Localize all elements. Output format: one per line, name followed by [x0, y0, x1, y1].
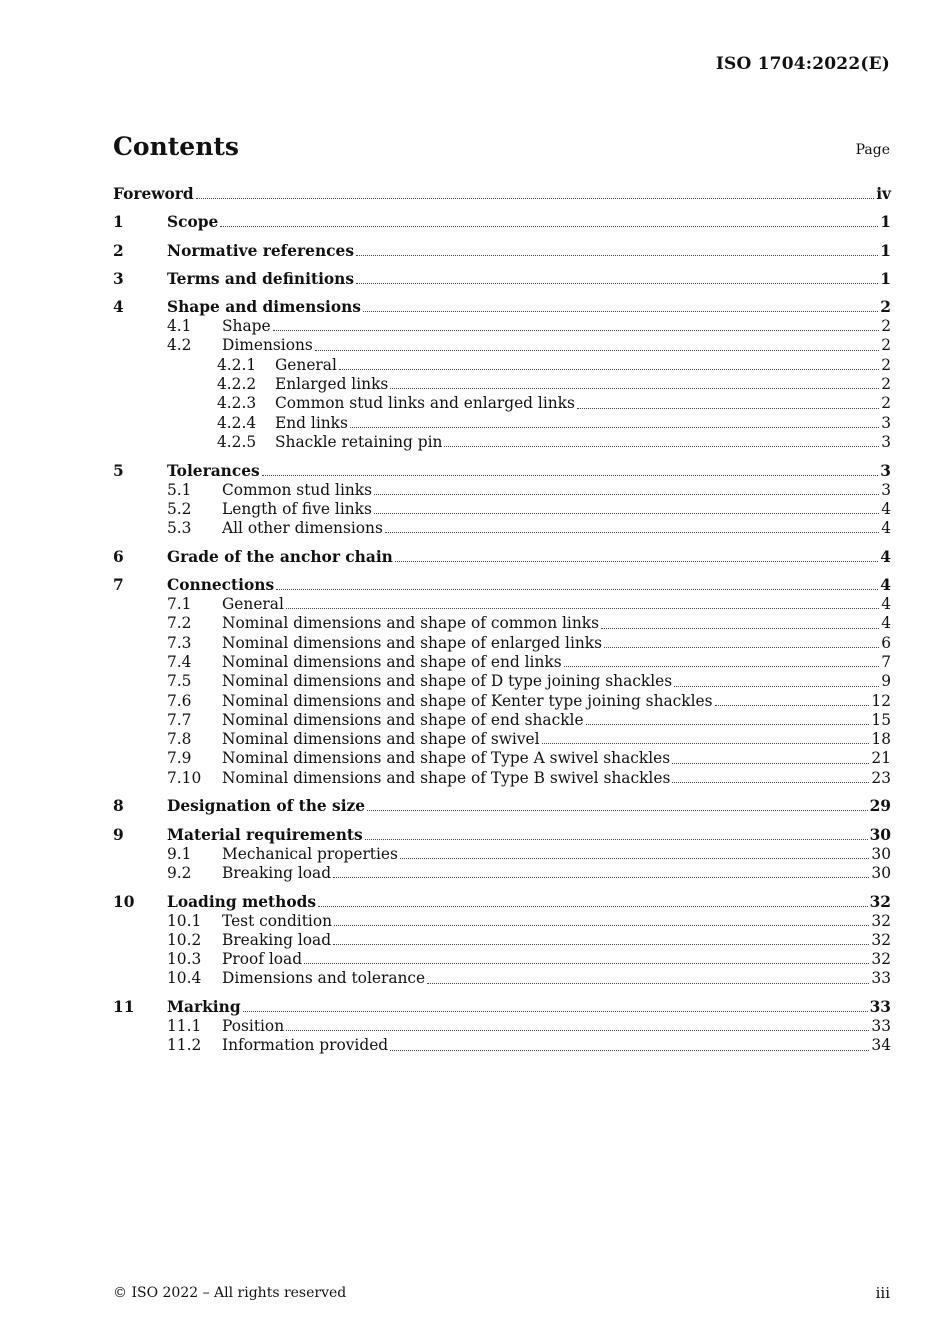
- toc-entry[interactable]: [113, 270, 891, 289]
- toc-entry-label[interactable]: Nominal dimensions and shape of end shackle: [222, 710, 584, 729]
- toc-entry-label[interactable]: Nominal dimensions and shape of enlarged links: [222, 633, 603, 652]
- toc-dot-leader: [365, 838, 868, 840]
- toc-entry-number: 9: [113, 825, 124, 844]
- toc-dot-leader: [374, 493, 879, 495]
- toc-entry[interactable]: [113, 336, 891, 355]
- toc-entry-page[interactable]: 30: [869, 825, 891, 844]
- toc-entry[interactable]: [113, 433, 891, 452]
- toc-dot-leader: [604, 646, 879, 648]
- toc-entry-label[interactable]: Enlarged links: [275, 375, 389, 394]
- toc-entry-label[interactable]: End links: [275, 413, 348, 432]
- toc-entry-number: 2: [113, 241, 124, 260]
- toc-entry[interactable]: [113, 500, 891, 519]
- toc-entry[interactable]: [113, 845, 891, 864]
- toc-entry-label[interactable]: Shape: [222, 317, 271, 336]
- toc-entry[interactable]: [113, 548, 891, 567]
- toc-entry-label[interactable]: Marking: [167, 997, 241, 1016]
- toc-entry-number: 3: [113, 269, 124, 288]
- toc-entry-number: 4.2.1: [217, 355, 257, 374]
- toc-entry-number: 4.2.3: [217, 394, 257, 413]
- toc-entry-page[interactable]: 9: [881, 672, 891, 691]
- toc-entry-label[interactable]: Nominal dimensions and shape of Type B swivel shackles: [222, 768, 671, 787]
- toc-entry-number: 7.10: [167, 768, 202, 787]
- toc-entry-label[interactable]: Length of five links: [222, 499, 372, 518]
- toc-entry[interactable]: [113, 375, 891, 394]
- toc-dot-leader: [542, 742, 870, 744]
- toc-entry-label[interactable]: Nominal dimensions and shape of Type A swivel shackles: [222, 749, 671, 768]
- toc-entry-page[interactable]: 2: [881, 375, 891, 394]
- toc-entry-page[interactable]: 15: [871, 710, 891, 729]
- toc-entry[interactable]: [113, 893, 891, 912]
- toc-dot-leader: [390, 387, 879, 389]
- toc-dot-leader: [196, 197, 875, 199]
- toc-entry[interactable]: [113, 672, 891, 691]
- toc-dot-leader: [304, 962, 869, 964]
- document-id: ISO 1704:2022(E): [715, 54, 890, 74]
- toc-entry-label[interactable]: Grade of the anchor chain: [167, 547, 393, 566]
- toc-entry[interactable]: [113, 614, 891, 633]
- toc-entry-number: 4.2: [167, 336, 192, 355]
- toc-entry-label[interactable]: Shackle retaining pin: [275, 432, 443, 451]
- toc-dot-leader: [334, 924, 869, 926]
- toc-dot-leader: [601, 627, 879, 629]
- toc-entry-number: 9.1: [167, 844, 192, 863]
- toc-entry[interactable]: [113, 969, 891, 988]
- toc-entry-label[interactable]: Proof load: [222, 950, 303, 969]
- toc-entry-page[interactable]: 4: [880, 576, 891, 595]
- toc-entry[interactable]: [113, 730, 891, 749]
- toc-entry-number: 7.1: [167, 595, 192, 614]
- toc-entry-page[interactable]: 3: [880, 461, 891, 480]
- toc-dot-leader: [286, 1029, 869, 1031]
- toc-entry[interactable]: [113, 769, 891, 788]
- toc-dot-leader: [427, 982, 869, 984]
- toc-entry[interactable]: [113, 462, 891, 481]
- toc-dot-leader: [273, 329, 880, 331]
- toc-entry-label[interactable]: Common stud links and enlarged links: [275, 394, 575, 413]
- toc-entry-label[interactable]: Loading methods: [167, 892, 317, 911]
- toc-entry[interactable]: [113, 356, 891, 375]
- toc-entry-page[interactable]: 23: [871, 768, 891, 787]
- toc-entry-page[interactable]: 32: [871, 930, 891, 949]
- toc-entry-page[interactable]: 1: [880, 213, 891, 232]
- toc-entry-page[interactable]: 3: [881, 413, 891, 432]
- toc-dot-leader: [350, 426, 879, 428]
- toc-entry-page[interactable]: 1: [880, 241, 891, 260]
- toc-entry[interactable]: [113, 213, 891, 232]
- toc-entry-number: 7.7: [167, 710, 192, 729]
- toc-entry[interactable]: [113, 1036, 891, 1055]
- table-of-contents: [113, 185, 891, 1056]
- toc-entry-label[interactable]: Nominal dimensions and shape of end links: [222, 652, 562, 671]
- toc-entry-page[interactable]: 4: [881, 499, 891, 518]
- toc-dot-leader: [333, 943, 869, 945]
- toc-dot-leader: [374, 512, 879, 514]
- toc-entry-number: 7.6: [167, 691, 192, 710]
- toc-entry[interactable]: [113, 749, 891, 768]
- toc-entry-label[interactable]: Shape and dimensions: [167, 298, 361, 317]
- toc-dot-leader: [577, 407, 879, 409]
- toc-entry-number: 4.2.5: [217, 432, 257, 451]
- toc-entry[interactable]: [113, 519, 891, 538]
- toc-dot-leader: [444, 445, 879, 447]
- toc-dot-leader: [356, 282, 878, 284]
- toc-dot-leader: [586, 723, 870, 725]
- toc-entry[interactable]: [113, 797, 891, 816]
- toc-entry-number: 7.4: [167, 652, 192, 671]
- toc-entry-page[interactable]: 4: [881, 519, 891, 538]
- toc-entry-number: 4.2.2: [217, 375, 257, 394]
- toc-entry-number: 10.3: [167, 950, 202, 969]
- toc-entry[interactable]: [113, 185, 891, 204]
- toc-entry-label[interactable]: Nominal dimensions and shape of common links: [222, 614, 599, 633]
- toc-entry-number: 4.1: [167, 317, 192, 336]
- toc-entry-number: 5.2: [167, 499, 192, 518]
- toc-entry-label[interactable]: Terms and definitions: [167, 269, 355, 288]
- toc-entry[interactable]: [113, 242, 891, 261]
- toc-dot-leader: [390, 1049, 869, 1051]
- toc-entry-number: 8: [113, 797, 124, 816]
- copyright-notice: © ISO 2022 – All rights reserved: [113, 1285, 347, 1301]
- toc-dot-leader: [674, 685, 879, 687]
- toc-entry-number: 10.1: [167, 911, 202, 930]
- toc-entry-number: 5: [113, 461, 124, 480]
- toc-dot-leader: [385, 531, 879, 533]
- toc-entry[interactable]: [113, 414, 891, 433]
- toc-entry-label[interactable]: Nominal dimensions and shape of Kenter type joining shackles: [222, 691, 713, 710]
- toc-entry-page[interactable]: iv: [876, 185, 891, 203]
- toc-entry-label[interactable]: Designation of the size: [167, 797, 366, 816]
- toc-entry[interactable]: [113, 692, 891, 711]
- toc-dot-leader: [276, 588, 878, 590]
- toc-entry-number: 10: [113, 892, 135, 911]
- toc-entry-page[interactable]: 4: [880, 547, 891, 566]
- toc-entry[interactable]: [113, 595, 891, 614]
- toc-entry-number: 5.3: [167, 519, 192, 538]
- toc-dot-leader: [262, 474, 879, 476]
- toc-entry-number: 4.2.4: [217, 413, 257, 432]
- toc-entry-page[interactable]: 2: [880, 298, 891, 317]
- toc-entry[interactable]: [113, 298, 891, 317]
- toc-dot-leader: [715, 704, 870, 706]
- toc-dot-leader: [318, 905, 868, 907]
- toc-entry-number: 7.9: [167, 749, 192, 768]
- toc-dot-leader: [564, 665, 880, 667]
- toc-entry[interactable]: [113, 576, 891, 595]
- toc-entry-label[interactable]: Breaking load: [222, 930, 332, 949]
- toc-entry-page[interactable]: 12: [871, 691, 891, 710]
- toc-entry-page[interactable]: 4: [881, 595, 891, 614]
- toc-dot-leader: [315, 349, 879, 351]
- toc-entry-page[interactable]: 3: [881, 480, 891, 499]
- toc-dot-leader: [220, 225, 878, 227]
- toc-entry[interactable]: [113, 481, 891, 500]
- toc-entry-label[interactable]: General: [275, 355, 337, 374]
- toc-entry[interactable]: [113, 653, 891, 672]
- toc-entry-page[interactable]: 30: [871, 863, 891, 882]
- toc-dot-leader: [395, 560, 878, 562]
- toc-entry-page[interactable]: 32: [871, 950, 891, 969]
- toc-entry-number: 7.8: [167, 730, 192, 749]
- toc-entry-page[interactable]: 29: [869, 797, 891, 816]
- toc-entry[interactable]: [113, 864, 891, 883]
- toc-dot-leader: [367, 809, 867, 811]
- toc-entry[interactable]: [113, 998, 891, 1017]
- toc-entry-label[interactable]: Common stud links: [222, 480, 373, 499]
- toc-entry-number: 5.1: [167, 480, 192, 499]
- toc-entry-page[interactable]: 2: [881, 355, 891, 374]
- toc-entry-page[interactable]: 4: [881, 614, 891, 633]
- toc-entry-page[interactable]: 33: [871, 1016, 891, 1035]
- toc-entry-page[interactable]: 1: [880, 269, 891, 288]
- toc-entry[interactable]: [113, 950, 891, 969]
- toc-entry-number: 9.2: [167, 863, 192, 882]
- toc-entry-page[interactable]: 2: [881, 336, 891, 355]
- toc-entry[interactable]: [113, 317, 891, 336]
- toc-entry-number: 4: [113, 298, 124, 317]
- toc-entry[interactable]: [113, 912, 891, 931]
- toc-entry-label[interactable]: Mechanical properties: [222, 844, 398, 863]
- toc-entry[interactable]: [113, 634, 891, 653]
- toc-entry[interactable]: [113, 1017, 891, 1036]
- toc-entry-label[interactable]: All other dimensions: [222, 519, 383, 538]
- toc-dot-leader: [672, 762, 869, 764]
- toc-entry-number: 11.2: [167, 1036, 202, 1055]
- toc-entry-number: 10.4: [167, 969, 202, 988]
- page-column-label: Page: [855, 142, 890, 158]
- toc-entry-label[interactable]: Nominal dimensions and shape of D type joining shackles: [222, 672, 673, 691]
- toc-entry-label[interactable]: Scope: [167, 213, 219, 232]
- toc-dot-leader: [286, 607, 879, 609]
- toc-entry-page[interactable]: 32: [869, 892, 891, 911]
- toc-entry-label[interactable]: Breaking load: [222, 863, 332, 882]
- toc-entry-label[interactable]: Normative references: [167, 241, 354, 260]
- toc-dot-leader: [333, 876, 869, 878]
- toc-dot-leader: [363, 310, 878, 312]
- toc-entry-label[interactable]: Dimensions and tolerance: [222, 969, 426, 988]
- toc-entry-page[interactable]: 33: [871, 969, 891, 988]
- toc-entry-label[interactable]: Test condition: [222, 911, 333, 930]
- toc-entry-number: 10.2: [167, 930, 202, 949]
- toc-entry-label[interactable]: Tolerances: [167, 461, 260, 480]
- toc-dot-leader: [243, 1010, 868, 1012]
- toc-entry-page[interactable]: 3: [881, 432, 891, 451]
- toc-entry-page[interactable]: 18: [871, 730, 891, 749]
- toc-entry-label[interactable]: Information provided: [222, 1036, 389, 1055]
- toc-entry-label[interactable]: Material requirements: [167, 825, 363, 844]
- toc-entry-page[interactable]: 21: [871, 749, 891, 768]
- toc-entry-label[interactable]: Foreword: [113, 185, 194, 203]
- toc-entry[interactable]: [113, 394, 891, 413]
- toc-entry-label[interactable]: Connections: [167, 576, 275, 595]
- toc-entry-label[interactable]: General: [222, 595, 284, 614]
- toc-entry-page[interactable]: 33: [869, 997, 891, 1016]
- toc-entry[interactable]: [113, 826, 891, 845]
- page-title: Contents: [113, 132, 240, 161]
- toc-entry-label[interactable]: Position: [222, 1016, 285, 1035]
- toc-entry-page[interactable]: 32: [871, 911, 891, 930]
- toc-entry-page[interactable]: 34: [871, 1036, 891, 1055]
- toc-dot-leader: [400, 857, 869, 859]
- toc-entry-number: 1: [113, 213, 124, 232]
- toc-dot-leader: [339, 368, 879, 370]
- toc-entry-page[interactable]: 7: [881, 652, 891, 671]
- toc-entry-page[interactable]: 2: [881, 317, 891, 336]
- toc-entry-number: 6: [113, 547, 124, 566]
- toc-entry[interactable]: [113, 931, 891, 950]
- toc-entry-label[interactable]: Nominal dimensions and shape of swivel: [222, 730, 540, 749]
- toc-entry[interactable]: [113, 711, 891, 730]
- toc-entry-number: 11: [113, 997, 135, 1016]
- toc-entry-number: 7: [113, 576, 124, 595]
- toc-dot-leader: [356, 254, 878, 256]
- toc-entry-number: 7.2: [167, 614, 192, 633]
- toc-dot-leader: [672, 781, 869, 783]
- toc-entry-number: 7.3: [167, 633, 192, 652]
- toc-entry-number: 11.1: [167, 1016, 202, 1035]
- toc-entry-page[interactable]: 2: [881, 394, 891, 413]
- toc-entry-page[interactable]: 30: [871, 844, 891, 863]
- toc-entry-label[interactable]: Dimensions: [222, 336, 313, 355]
- footer-page-number: iii: [875, 1284, 890, 1302]
- toc-entry-number: 7.5: [167, 672, 192, 691]
- toc-entry-page[interactable]: 6: [881, 633, 891, 652]
